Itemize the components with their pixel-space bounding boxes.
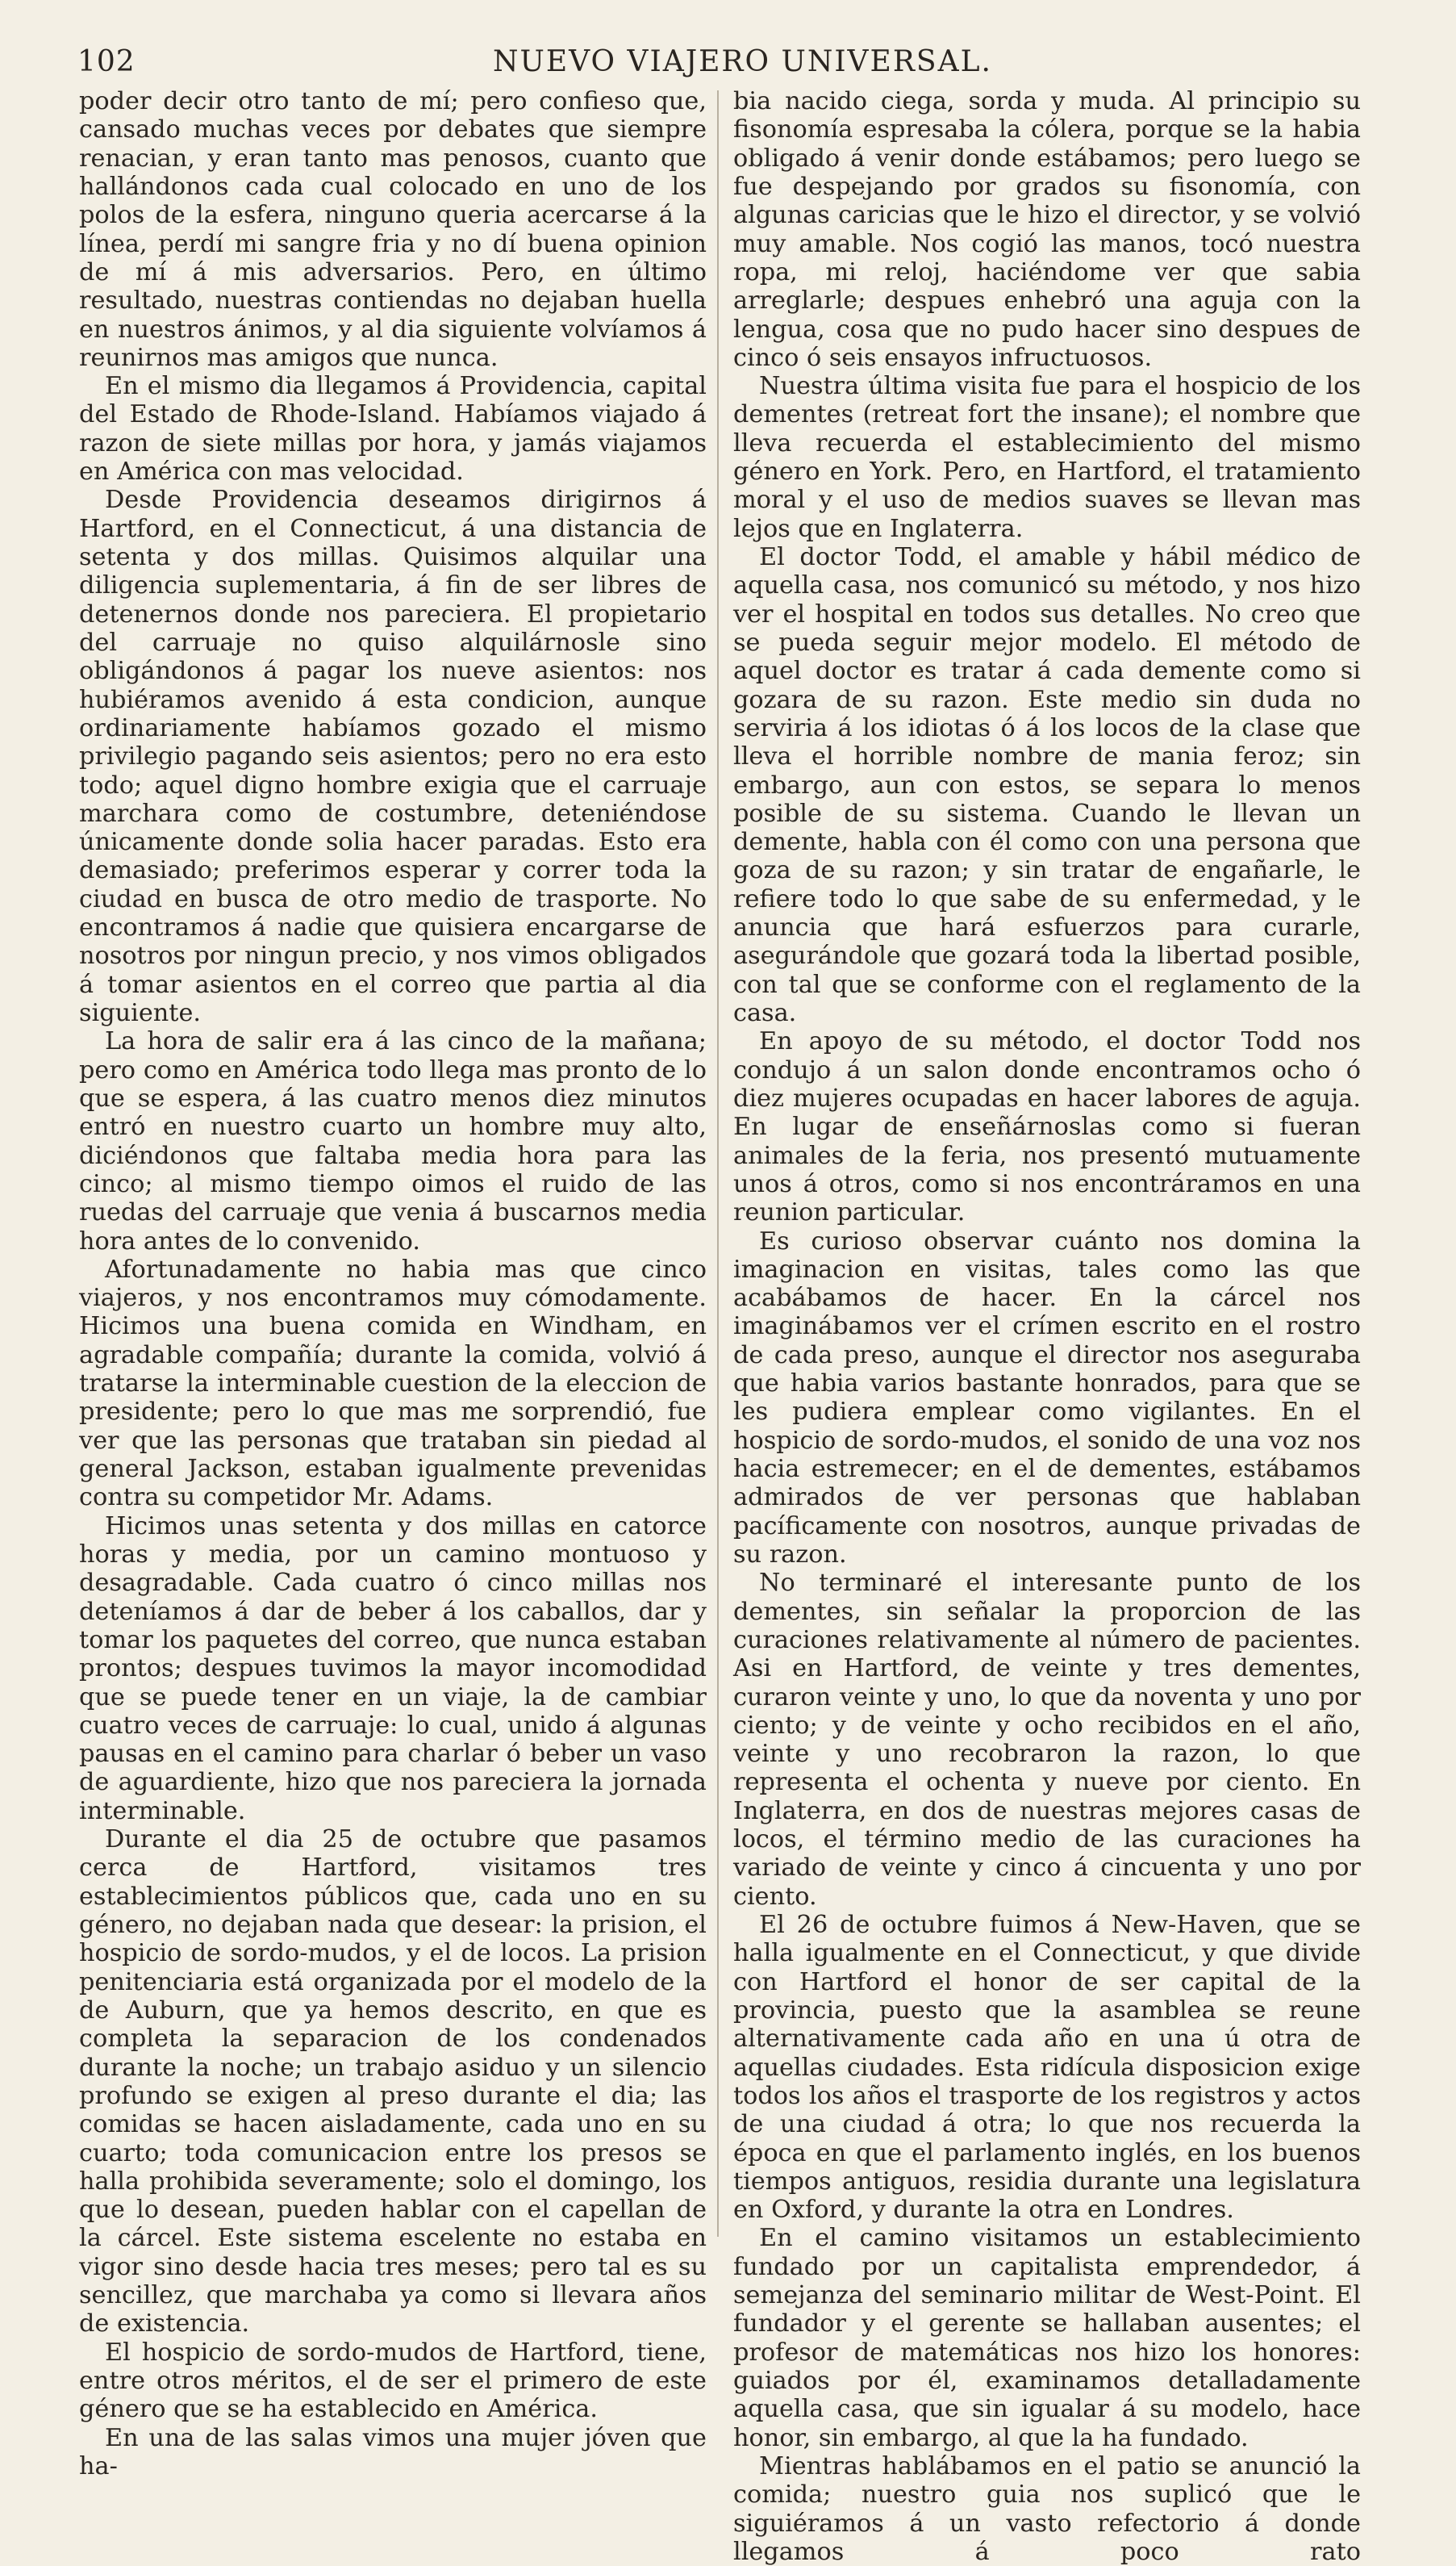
running-title: NUEVO VIAJERO UNIVERSAL.	[493, 45, 992, 78]
paragraph: Nuestra última visita fue para el hospicio de los dementes (retreat fort the insane); el nombre que lleva recuerda el establecimiento del mismo género en York. Pero, en Hartford, el tratamiento moral y el uso de medios suaves se llevan mas lejos que en Inglaterra.	[733, 372, 1361, 543]
paragraph: Mientras hablábamos en el patio se anunció la comida; nuestro guia nos suplicó que le siguiéramos á un vasto refectorio á donde llegamos á poco rato	[733, 2451, 1361, 2566]
paragraph: En el mismo dia llegamos á Providencia, capital del Estado de Rhode-Island. Habíamos viajado á razon de siete millas por hora, y jamás viajamos en América con mas velocidad.	[79, 372, 707, 487]
paragraph: No terminaré el interesante punto de los dementes, sin señalar la proporcion de las curaciones relativamente al número de pacientes. Asi en Hartford, de veinte y tres dementes, curaron veinte y uno, lo que da noventa y uno por ciento; y de veinte y ocho recibidos en el año, veinte y uno recobraron la razon, lo que representa el ochenta y nueve por ciento. En Inglaterra, en dos de nuestras mejores casas de locos, el término medio de las curaciones ha variado de veinte y cinco á cincuenta y uno por ciento.	[733, 1569, 1361, 1911]
paragraph: Afortunadamente no habia mas que cinco viajeros, y nos encontramos muy cómodamente. Hicimos una buena comida en Windham, en agradable compañía; durante la comida, volvió á tratarse la interminable cuestion de la eleccion de presidente; pero lo que mas me sorprendió, fue ver que las personas que trataban sin piedad al general Jackson, estaban igualmente prevenidas contra su competidor Mr. Adams.	[79, 1255, 707, 1512]
right-column	[733, 87, 1361, 2566]
paragraph: En apoyo de su método, el doctor Todd nos condujo á un salon donde encontramos ocho ó diez mujeres ocupadas en hacer labores de aguja. En lugar de enseñárnoslas como si fueran animales de la feria, nos presentó mutuamente unos á otros, como si nos encontráramos en una reunion particular.	[733, 1027, 1361, 1227]
page-number: 102	[77, 45, 136, 78]
column-divider	[717, 90, 719, 2237]
paragraph: bia nacido ciega, sorda y muda. Al principio su fisonomía espresaba la cólera, porque se la habia obligado á venir donde estábamos; pero luego se fue despejando por grados su fisonomía, con algunas caricias que le hizo el director, y se volvió muy amable. Nos cogió las manos, tocó nuestra ropa, mi reloj, haciéndome ver que sabia arreglarle; despues enhebró una aguja con la lengua, cosa que no pudo hacer sino despues de cinco ó seis ensayos infructuosos.	[733, 87, 1361, 372]
paragraph: En una de las salas vimos una mujer jóven que ha-	[79, 2423, 707, 2480]
paragraph: Es curioso observar cuánto nos domina la imaginacion en visitas, tales como las que acabábamos de hacer. En la cárcel nos imaginábamos ver el crímen escrito en el rostro de cada preso, aunque el director nos aseguraba que habia varios bastante honrados, para que se les pudiera emplear como vigilantes. En el hospicio de sordo-mudos, el sonido de una voz nos hacia estremecer; en el de dementes, estábamos admirados de ver personas que hablaban pacíficamente con nosotros, aunque privadas de su razon.	[733, 1227, 1361, 1569]
paragraph: El hospicio de sordo-mudos de Hartford, tiene, entre otros méritos, el de ser el primero de este género que se ha establecido en América.	[79, 2338, 707, 2424]
paragraph: Hicimos unas setenta y dos millas en catorce horas y media, por un camino montuoso y desagradable. Cada cuatro ó cinco millas nos deteníamos á dar de beber á los caballos, dar y tomar los paquetes del correo, que nunca estaban prontos; despues tuvimos la mayor incomodidad que se puede tener en un viaje, la de cambiar cuatro veces de carruaje: lo cual, unido á algunas pausas en el camino para charlar ó beber un vaso de aguardiente, hizo que nos pareciera la jornada interminable.	[79, 1511, 707, 1825]
paragraph: En el camino visitamos un establecimiento fundado por un capitalista emprendedor, á semejanza del seminario militar de West-Point. El fundador y el gerente se hallaban ausentes; el profesor de matemáticas nos hizo los honores: guiados por él, examinamos detalladamente aquella casa, que sin igualar á su modelo, hace honor, sin embargo, al que la ha fundado.	[733, 2224, 1361, 2452]
paragraph: Desde Providencia deseamos dirigirnos á Hartford, en el Connecticut, á una distancia de setenta y dos millas. Quisimos alquilar una diligencia suplementaria, á fin de ser libres de detenernos donde nos pareciera. El propietario del carruaje no quiso alquilárnosle sino obligándonos á pagar los nueve asientos: nos hubiéramos avenido á esta condicion, aunque ordinariamente habíamos gozado el mismo privilegio pagando seis asientos; pero no era esto todo; aquel digno hombre exigia que el carruaje marchara como de costumbre, deteniéndose únicamente donde solia hacer paradas. Esto era demasiado; preferimos esperar y correr toda la ciudad en busca de otro medio de trasporte. No encontramos á nadie que quisiera encargarse de nosotros por ningun precio, y nos vimos obligados á tomar asientos en el correo que partia al dia siguiente.	[79, 486, 707, 1027]
paragraph: El doctor Todd, el amable y hábil médico de aquella casa, nos comunicó su método, y nos hizo ver el hospital en todos sus detalles. No creo que se pueda seguir mejor modelo. El método de aquel doctor es tratar á cada demente como si gozara de su razon. Este medio sin duda no serviria á los idiotas ó á los locos de la clase que lleva el horrible nombre de mania feroz; sin embargo, aun con estos, se separa lo menos posible de su sistema. Cuando le llevan un demente, habla con él como con una persona que goza de su razon; y sin tratar de engañarle, le refiere todo lo que sabe de su enfermedad, y le anuncia que hará esfuerzos para curarle, asegurándole que gozará toda la libertad posible, con tal que se conforme con el reglamento de la casa.	[733, 543, 1361, 1027]
paragraph: El 26 de octubre fuimos á New-Haven, que se halla igualmente en el Connecticut, y que divide con Hartford el honor de ser capital de la provincia, puesto que la asamblea se reune alternativamente cada año en una ú otra de aquellas ciudades. Esta ridícula disposicion exige todos los años el trasporte de los registros y actos de una ciudad á otra; lo que nos recuerda la época en que el parlamento inglés, en los buenos tiempos antiguos, residia durante una legislatura en Oxford, y durante la otra en Londres.	[733, 1911, 1361, 2225]
paragraph: poder decir otro tanto de mí; pero confieso que, cansado muchas veces por debates que siempre renacian, y eran tanto mas penosos, cuanto que hallándonos cada cual colocado en uno de los polos de la esfera, ninguno queria acercarse á la línea, perdí mi sangre fria y no dí buena opinion de mí á mis adversarios. Pero, en último resultado, nuestras contiendas no dejaban huella en nuestros ánimos, y al dia siguiente volvíamos á reunirnos mas amigos que nunca.	[79, 87, 707, 372]
paragraph: La hora de salir era á las cinco de la mañana; pero como en América todo llega mas pronto de lo que se espera, á las cuatro menos diez minutos entró en nuestro cuarto un hombre muy alto, diciéndonos que faltaba media hora para las cinco; al mismo tiempo oimos el ruido de las ruedas del carruaje que venia á buscarnos media hora antes de lo convenido.	[79, 1027, 707, 1256]
page-header	[77, 40, 1408, 86]
paragraph: Durante el dia 25 de octubre que pasamos cerca de Hartford, visitamos tres establecimientos públicos que, cada uno en su género, no dejaban nada que desear: la prision, el hospicio de sordo-mudos, y el de locos. La prision penitenciaria está organizada por el modelo de la de Auburn, que ya hemos descrito, en que es completa la separacion de los condenados durante la noche; un trabajo asiduo y un silencio profundo se exigen al preso durante el dia; las comidas se hacen aisladamente, cada uno en su cuarto; toda comunicacion entre los presos se halla prohibida severamente; solo el domingo, los que lo desean, pueden hablar con el capellan de la cárcel. Este sistema escelente no estaba en vigor sino desde hacia tres meses; pero tal es su sencillez, que marchaba ya como si llevara años de existencia.	[79, 1825, 707, 2338]
left-column	[79, 87, 707, 2480]
